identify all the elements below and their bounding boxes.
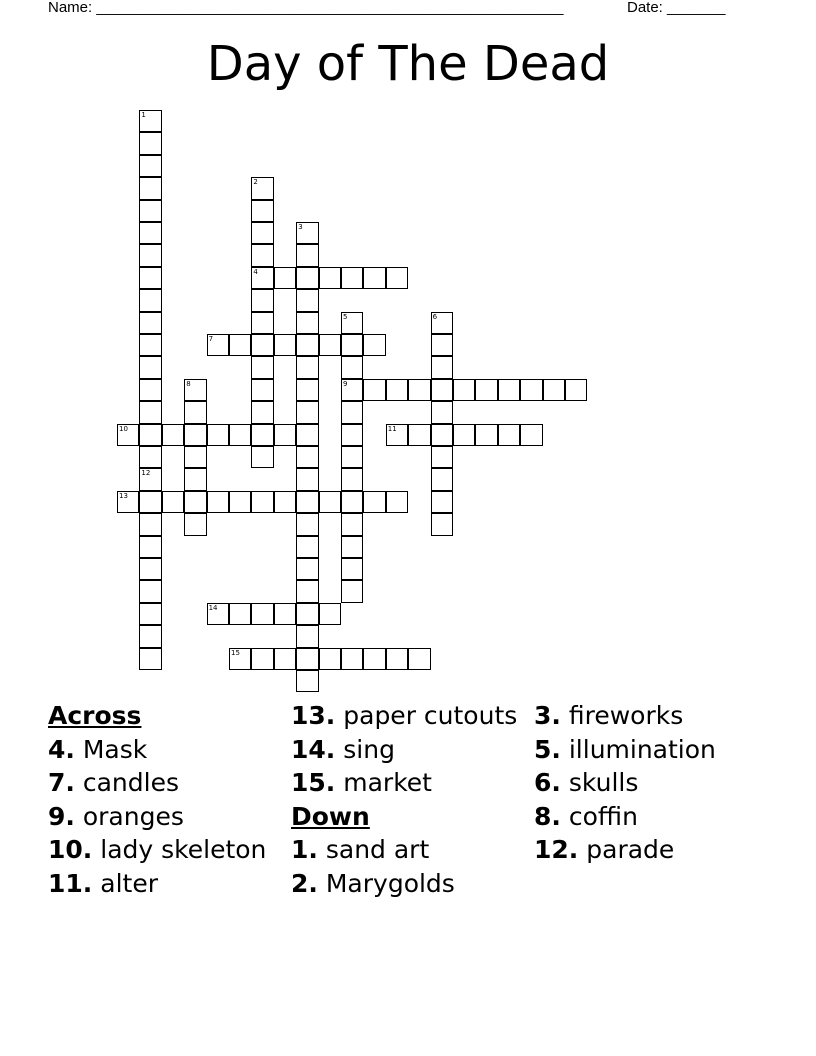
grid-cell[interactable] (296, 468, 318, 490)
grid-cell[interactable] (341, 513, 363, 535)
clue-text: parade (586, 835, 675, 864)
clue-across-15 (291, 769, 521, 797)
clue-text: coffin (568, 801, 638, 831)
grid-cell[interactable] (296, 424, 318, 446)
grid-cell[interactable] (431, 491, 453, 513)
cell-number: 13 (119, 491, 128, 500)
grid-cell[interactable] (498, 424, 520, 446)
clue-number: 7. (48, 768, 75, 797)
clue-across-14 (291, 736, 521, 764)
clue-number: 9. (48, 801, 75, 831)
grid-cell[interactable] (341, 424, 363, 446)
cell-number: 1 (141, 111, 146, 119)
grid-cell[interactable] (319, 267, 341, 289)
clue-text: sing (343, 734, 395, 764)
grid-cell[interactable] (251, 446, 273, 468)
grid-cell[interactable] (139, 177, 161, 199)
clue-down-1 (291, 836, 521, 864)
grid-cell[interactable] (139, 468, 161, 490)
grid-cell[interactable] (296, 334, 318, 356)
grid-cell[interactable] (296, 267, 318, 289)
grid-cell[interactable] (386, 379, 408, 401)
grid-cell[interactable] (296, 603, 318, 625)
grid-cell[interactable] (139, 625, 161, 647)
grid-cell[interactable] (408, 424, 430, 446)
clue-across-7 (48, 769, 278, 797)
grid-cell[interactable] (296, 491, 318, 513)
clue-across-11 (48, 870, 278, 898)
grid-cell[interactable] (139, 491, 161, 513)
grid-cell[interactable] (431, 424, 453, 446)
cell-number: 15 (231, 648, 240, 657)
clue-number: 15. (291, 768, 336, 797)
grid-cell[interactable] (296, 625, 318, 647)
down-heading: Down (291, 801, 370, 831)
grid-cell[interactable] (251, 603, 273, 625)
cell-number: 8 (186, 379, 191, 388)
grid-cell[interactable] (296, 379, 318, 401)
grid-cell[interactable] (386, 648, 408, 670)
grid-cell[interactable] (341, 446, 363, 468)
grid-cell[interactable] (139, 155, 161, 177)
grid-cell[interactable] (341, 401, 363, 423)
clues-column-2 (291, 702, 521, 903)
clue-down-8 (534, 803, 774, 831)
grid-cell[interactable] (207, 424, 229, 446)
grid-cell[interactable] (139, 132, 161, 154)
cell-number: 5 (343, 312, 348, 321)
clue-across-9 (48, 803, 278, 831)
clue-number: 1. (291, 835, 318, 864)
grid-cell[interactable] (139, 580, 161, 602)
grid-cell[interactable] (251, 312, 273, 334)
clue-text: skulls (568, 768, 639, 797)
clue-number: 4. (48, 734, 75, 764)
grid-cell[interactable] (386, 267, 408, 289)
grid-cell[interactable] (139, 267, 161, 289)
grid-cell[interactable] (296, 670, 318, 692)
grid-cell[interactable] (431, 356, 453, 378)
grid-cell[interactable] (139, 513, 161, 535)
clue-across-4 (48, 736, 278, 764)
grid-cell[interactable] (565, 379, 587, 401)
grid-cell[interactable] (184, 513, 206, 535)
grid-cell[interactable] (229, 334, 251, 356)
grid-cell[interactable] (139, 401, 161, 423)
grid-cell[interactable] (162, 424, 184, 446)
grid-cell[interactable] (319, 334, 341, 356)
grid-cell[interactable] (363, 379, 385, 401)
clue-down-6 (534, 769, 774, 797)
grid-cell[interactable] (408, 379, 430, 401)
grid-cell[interactable] (139, 603, 161, 625)
grid-cell[interactable] (139, 356, 161, 378)
clue-text: sand art (325, 835, 430, 864)
grid-cell[interactable] (251, 177, 273, 199)
clue-text: Marygolds (325, 868, 455, 898)
clue-text: paper cutouts (343, 701, 518, 730)
grid-cell[interactable] (296, 356, 318, 378)
grid-cell[interactable] (229, 424, 251, 446)
clue-down-12 (534, 836, 774, 864)
grid-cell[interactable] (363, 491, 385, 513)
grid-cell[interactable] (431, 446, 453, 468)
grid-cell[interactable] (139, 536, 161, 558)
grid-cell[interactable] (117, 424, 139, 446)
grid-cell[interactable] (229, 491, 251, 513)
grid-cell[interactable] (475, 424, 497, 446)
grid-cell[interactable] (543, 379, 565, 401)
grid-cell[interactable] (251, 222, 273, 244)
grid-cell[interactable] (274, 267, 296, 289)
grid-cell[interactable] (207, 334, 229, 356)
grid-cell[interactable] (431, 334, 453, 356)
clues-column-1 (48, 702, 278, 903)
clue-number: 8. (534, 801, 561, 831)
grid-cell[interactable] (229, 603, 251, 625)
grid-cell[interactable] (251, 379, 273, 401)
grid-cell[interactable] (251, 334, 273, 356)
grid-cell[interactable] (341, 648, 363, 670)
clue-text: alter (100, 868, 158, 898)
grid-cell[interactable] (431, 379, 453, 401)
clue-down-3 (534, 702, 774, 730)
grid-cell[interactable] (341, 267, 363, 289)
grid-cell[interactable] (363, 648, 385, 670)
clue-number: 5. (534, 734, 561, 764)
grid-cell[interactable] (296, 222, 318, 244)
page-title: Day of The Dead (206, 36, 610, 92)
cell-number: 2 (253, 178, 258, 187)
clue-number: 2. (291, 868, 318, 898)
grid-cell[interactable] (341, 536, 363, 558)
grid-cell[interactable] (139, 424, 161, 446)
cell-number: 14 (208, 603, 218, 612)
grid-cell[interactable] (162, 491, 184, 513)
clue-number: 14. (291, 734, 336, 764)
grid-cell[interactable] (139, 200, 161, 222)
grid-cell[interactable] (184, 491, 206, 513)
grid-cell[interactable] (207, 491, 229, 513)
clue-number: 13. (291, 701, 336, 730)
date-field: Date: _______ (627, 0, 726, 16)
grid-cell[interactable] (341, 580, 363, 602)
grid-cell[interactable] (296, 536, 318, 558)
grid-cell[interactable] (296, 558, 318, 580)
grid-cell[interactable] (139, 446, 161, 468)
grid-cell[interactable] (363, 334, 385, 356)
clues-column-3 (534, 702, 774, 870)
clue-down-5 (534, 736, 774, 764)
clue-text: illumination (568, 734, 716, 764)
grid-cell[interactable] (386, 424, 408, 446)
clue-text: lady skeleton (100, 835, 267, 864)
grid-cell[interactable] (520, 424, 542, 446)
clue-number: 11. (48, 868, 93, 898)
grid-cell[interactable] (251, 424, 273, 446)
clue-text: candles (82, 768, 179, 797)
grid-cell[interactable] (139, 379, 161, 401)
grid-cell[interactable] (251, 491, 273, 513)
grid-cell[interactable] (251, 200, 273, 222)
grid-cell[interactable] (341, 334, 363, 356)
grid-cell[interactable] (296, 289, 318, 311)
clue-across-13 (291, 702, 521, 730)
grid-cell[interactable] (431, 468, 453, 490)
grid-cell[interactable] (453, 379, 475, 401)
grid-cell[interactable] (520, 379, 542, 401)
grid-cell[interactable] (139, 289, 161, 311)
grid-cell[interactable] (139, 110, 161, 132)
grid-cell[interactable] (274, 648, 296, 670)
grid-cell[interactable] (274, 603, 296, 625)
grid-cell[interactable] (341, 491, 363, 513)
grid-cell[interactable] (296, 446, 318, 468)
grid-cell[interactable] (117, 491, 139, 513)
cell-number: 3 (298, 223, 303, 231)
grid-cell[interactable] (341, 312, 363, 334)
clue-number: 6. (534, 768, 561, 797)
clue-text: Mask (82, 734, 148, 764)
grid-cell[interactable] (431, 312, 453, 334)
grid-cell[interactable] (139, 334, 161, 356)
grid-cell[interactable] (319, 491, 341, 513)
clue-text: market (343, 768, 432, 797)
grid-cell[interactable] (139, 558, 161, 580)
name-field: Name: ________________________________________________________ (48, 0, 564, 16)
grid-cell[interactable] (498, 379, 520, 401)
grid-cell[interactable] (341, 468, 363, 490)
grid-cell[interactable] (296, 312, 318, 334)
grid-cell[interactable] (296, 244, 318, 266)
grid-cell[interactable] (431, 513, 453, 535)
cell-number: 9 (343, 379, 348, 388)
grid-cell[interactable] (319, 603, 341, 625)
grid-cell[interactable] (251, 401, 273, 423)
grid-cell[interactable] (207, 603, 229, 625)
grid-cell[interactable] (184, 468, 206, 490)
grid-cell[interactable] (251, 648, 273, 670)
grid-cell[interactable] (139, 222, 161, 244)
cell-number: 10 (119, 424, 128, 433)
grid-cell[interactable] (139, 648, 161, 670)
cell-number: 7 (208, 335, 214, 343)
clue-across-10 (48, 836, 278, 864)
clue-number: 3. (534, 701, 561, 730)
grid-cell[interactable] (251, 244, 273, 266)
grid-cell[interactable] (408, 648, 430, 670)
cell-number: 6 (432, 312, 438, 321)
grid-cell[interactable] (341, 379, 363, 401)
grid-cell[interactable] (363, 267, 385, 289)
grid-cell[interactable] (184, 401, 206, 423)
grid-cell[interactable] (319, 648, 341, 670)
across-heading: Across (48, 701, 142, 730)
grid-cell[interactable] (184, 446, 206, 468)
grid-cell[interactable] (229, 648, 251, 670)
grid-cell[interactable] (184, 424, 206, 446)
grid-cell[interactable] (296, 580, 318, 602)
clue-down-2 (291, 870, 521, 898)
grid-cell[interactable] (251, 267, 273, 289)
grid-cell[interactable] (274, 491, 296, 513)
grid-cell[interactable] (386, 491, 408, 513)
grid-cell[interactable] (296, 648, 318, 670)
grid-cell[interactable] (274, 424, 296, 446)
cell-number: 11 (387, 424, 397, 433)
clue-text: oranges (82, 801, 184, 831)
grid-cell[interactable] (184, 379, 206, 401)
grid-cell[interactable] (453, 424, 475, 446)
grid-cell[interactable] (341, 558, 363, 580)
cell-number: 12 (141, 469, 151, 478)
grid-cell[interactable] (296, 401, 318, 423)
clue-number: 12. (534, 835, 579, 864)
clue-text: fireworks (568, 701, 684, 730)
grid-cell[interactable] (251, 289, 273, 311)
grid-cell[interactable] (139, 244, 161, 266)
grid-cell[interactable] (431, 401, 453, 423)
grid-cell[interactable] (296, 513, 318, 535)
grid-cell[interactable] (274, 334, 296, 356)
grid-cell[interactable] (139, 312, 161, 334)
grid-cell[interactable] (341, 356, 363, 378)
clue-number: 10. (48, 835, 93, 864)
cell-number: 4 (253, 267, 258, 276)
grid-cell[interactable] (251, 356, 273, 378)
grid-cell[interactable] (475, 379, 497, 401)
